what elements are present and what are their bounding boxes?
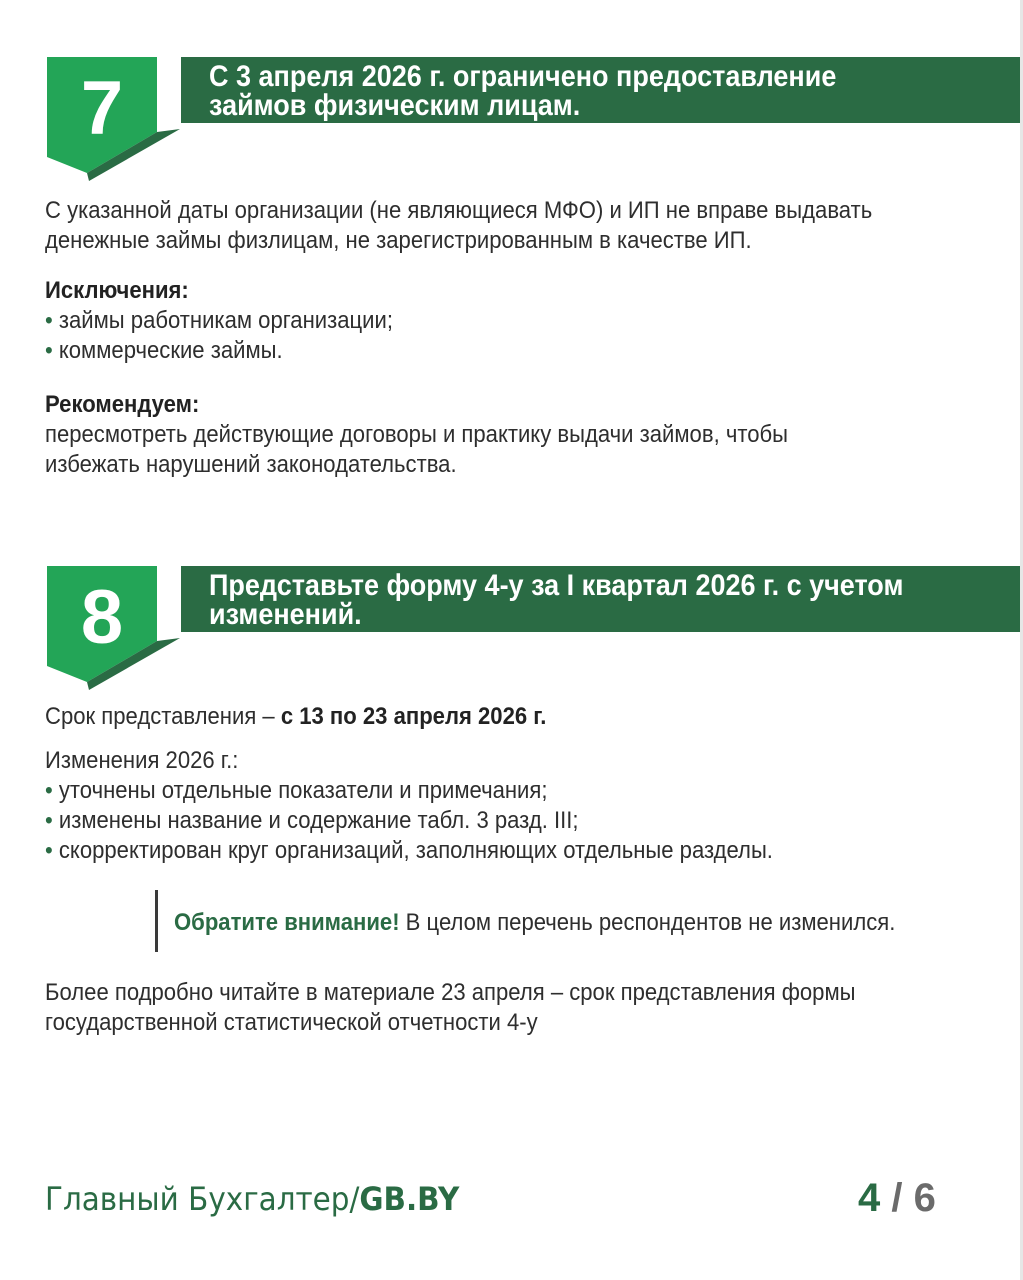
section-7-intro: С указанной даты организации (не являющиеся МФО) и ИП не вправе выдавать денежные займы физлицам, не зарегистрированным в качестве ИП. (45, 197, 873, 254)
brand-logo: Главный Бухгалтер/GB.BY (45, 1180, 460, 1218)
note-callout: Обратите внимание! В целом перечень респондентов не изменился. (174, 909, 896, 936)
changes-block (45, 746, 773, 866)
changes-heading: Изменения 2026 г.: (45, 747, 239, 774)
more-info: Более подробно читайте в материале 23 апреля – срок представления формы государственной статистической отчетности 4-у (45, 979, 856, 1036)
section-number: 7 (80, 66, 124, 151)
list-item: • займы работникам организации; (45, 306, 393, 336)
page-indicator: 4 / 6 (858, 1176, 936, 1220)
list-item: • изменены название и содержание табл. 3 разд. III; (45, 806, 773, 836)
exceptions-block (45, 276, 393, 366)
section-number: 8 (80, 575, 124, 660)
list-item: • коммерческие займы. (45, 336, 393, 366)
exceptions-heading: Исключения: (45, 277, 189, 304)
note-accent: Обратите внимание! (174, 909, 400, 936)
recommend-heading: Рекомендуем: (45, 391, 200, 418)
deadline-line: Срок представления – с 13 по 23 апреля 2026 г. (45, 703, 547, 730)
recommend-block: Рекомендуем: пересмотреть действующие договоры и практику выдачи займов, чтобы избежать нарушений законодательства. (45, 391, 789, 478)
note-divider (155, 890, 158, 952)
list-item: • уточнены отдельные показатели и примечания; (45, 776, 773, 806)
section-title: С 3 апреля 2026 г. ограничено предоставление займов физическим лицам. (209, 60, 837, 122)
section-7-header (0, 57, 1023, 187)
section-8-header (0, 566, 1023, 696)
section-title: Представьте форму 4-у за I квартал 2026 г. с учетом изменений. (209, 569, 904, 631)
list-item: • скорректирован круг организаций, заполняющих отдельные разделы. (45, 836, 773, 866)
